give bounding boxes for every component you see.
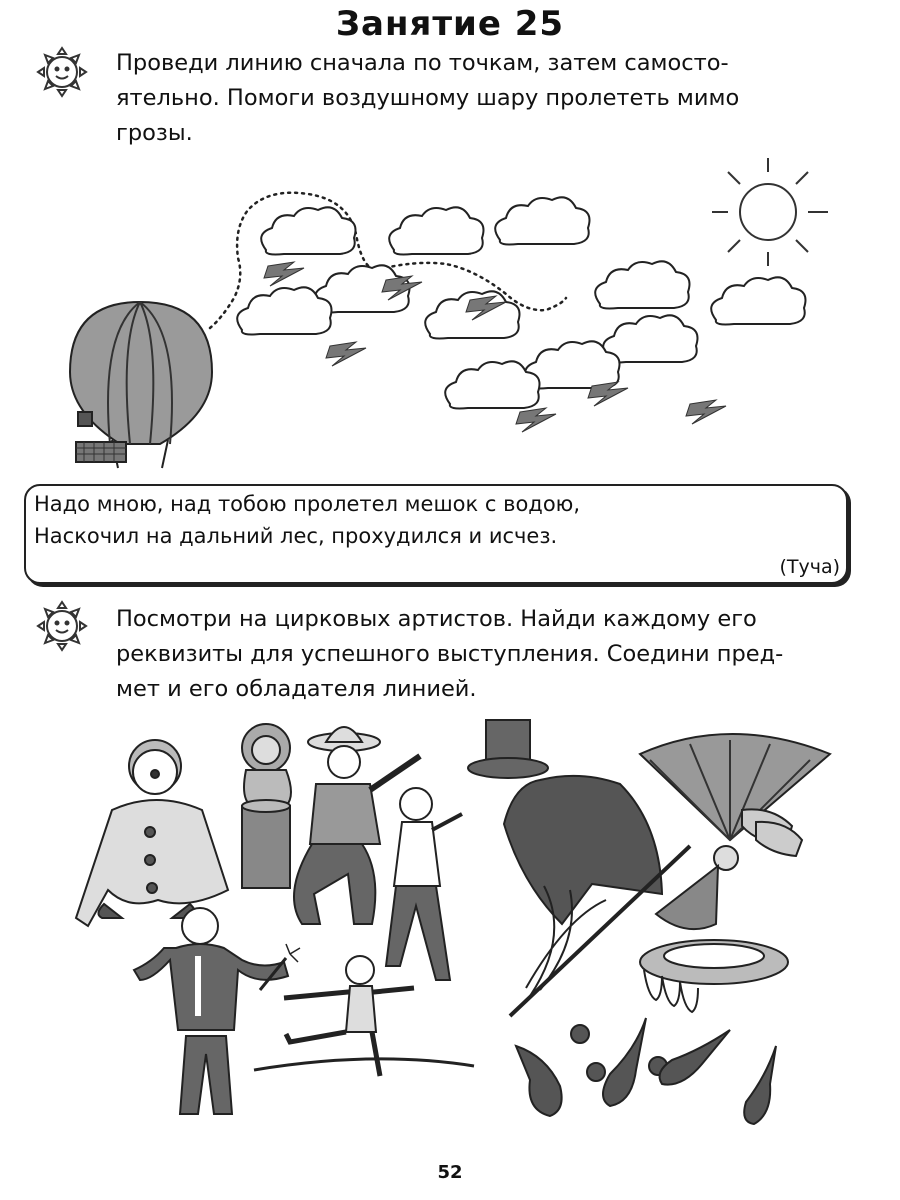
task1-line: грозы. bbox=[116, 120, 193, 146]
sun-face-icon bbox=[28, 42, 96, 102]
lesson-title: Занятие 25 bbox=[335, 4, 565, 44]
task2-line: Посмотри на цирковых артистов. Найди каждому его bbox=[116, 606, 757, 632]
cloud bbox=[261, 207, 355, 254]
sun-icon bbox=[712, 158, 828, 266]
juggler-boy-figure bbox=[386, 788, 462, 980]
magic-cape-icon bbox=[504, 776, 662, 924]
riddle-line: Надо мною, над тобою пролетел мешок с водою, bbox=[34, 492, 581, 516]
task1-line: Проведи линию сначала по точкам, затем самосто- bbox=[116, 50, 729, 76]
top-hat-icon bbox=[468, 720, 548, 778]
page-number: 52 bbox=[437, 1162, 463, 1183]
cloud bbox=[389, 207, 483, 254]
riddle-line: Наскочил на дальний лес, прохудился и исчез. bbox=[34, 524, 558, 548]
lightning-icon bbox=[588, 382, 628, 406]
clown-figure bbox=[76, 740, 228, 926]
circus-illustration bbox=[0, 700, 900, 1140]
magician-figure bbox=[134, 908, 288, 1114]
riddle-answer: (Туча) bbox=[779, 556, 840, 578]
clown-collar-icon bbox=[640, 940, 788, 1012]
hot-air-balloon-icon bbox=[70, 302, 212, 468]
juggling-pins-icon bbox=[516, 1018, 776, 1124]
balloon-clouds-illustration bbox=[0, 150, 900, 480]
task1-instructions bbox=[116, 46, 739, 151]
cloud bbox=[711, 277, 805, 324]
cloud bbox=[603, 315, 697, 362]
lightning-icon bbox=[516, 408, 556, 432]
clown-hat-icon bbox=[656, 846, 738, 929]
riddle-box bbox=[24, 484, 848, 584]
ballet-shoes-icon bbox=[742, 809, 802, 856]
task2-instructions bbox=[116, 602, 783, 707]
lion-figure bbox=[242, 724, 291, 888]
cloud bbox=[425, 291, 519, 338]
lightning-icon bbox=[326, 342, 366, 366]
cloud bbox=[595, 261, 689, 308]
sun-face-icon bbox=[28, 596, 96, 656]
task2-line: реквизиты для успешного выступления. Соедини пред- bbox=[116, 641, 784, 667]
task1-line: ятельно. Помоги воздушному шару пролететь мимо bbox=[116, 85, 740, 111]
task2-line: мет и его обладателя линией. bbox=[116, 676, 477, 702]
lightning-icon bbox=[264, 262, 304, 286]
cloud bbox=[495, 197, 589, 244]
lightning-icon bbox=[686, 400, 726, 424]
fan-icon bbox=[640, 734, 830, 840]
